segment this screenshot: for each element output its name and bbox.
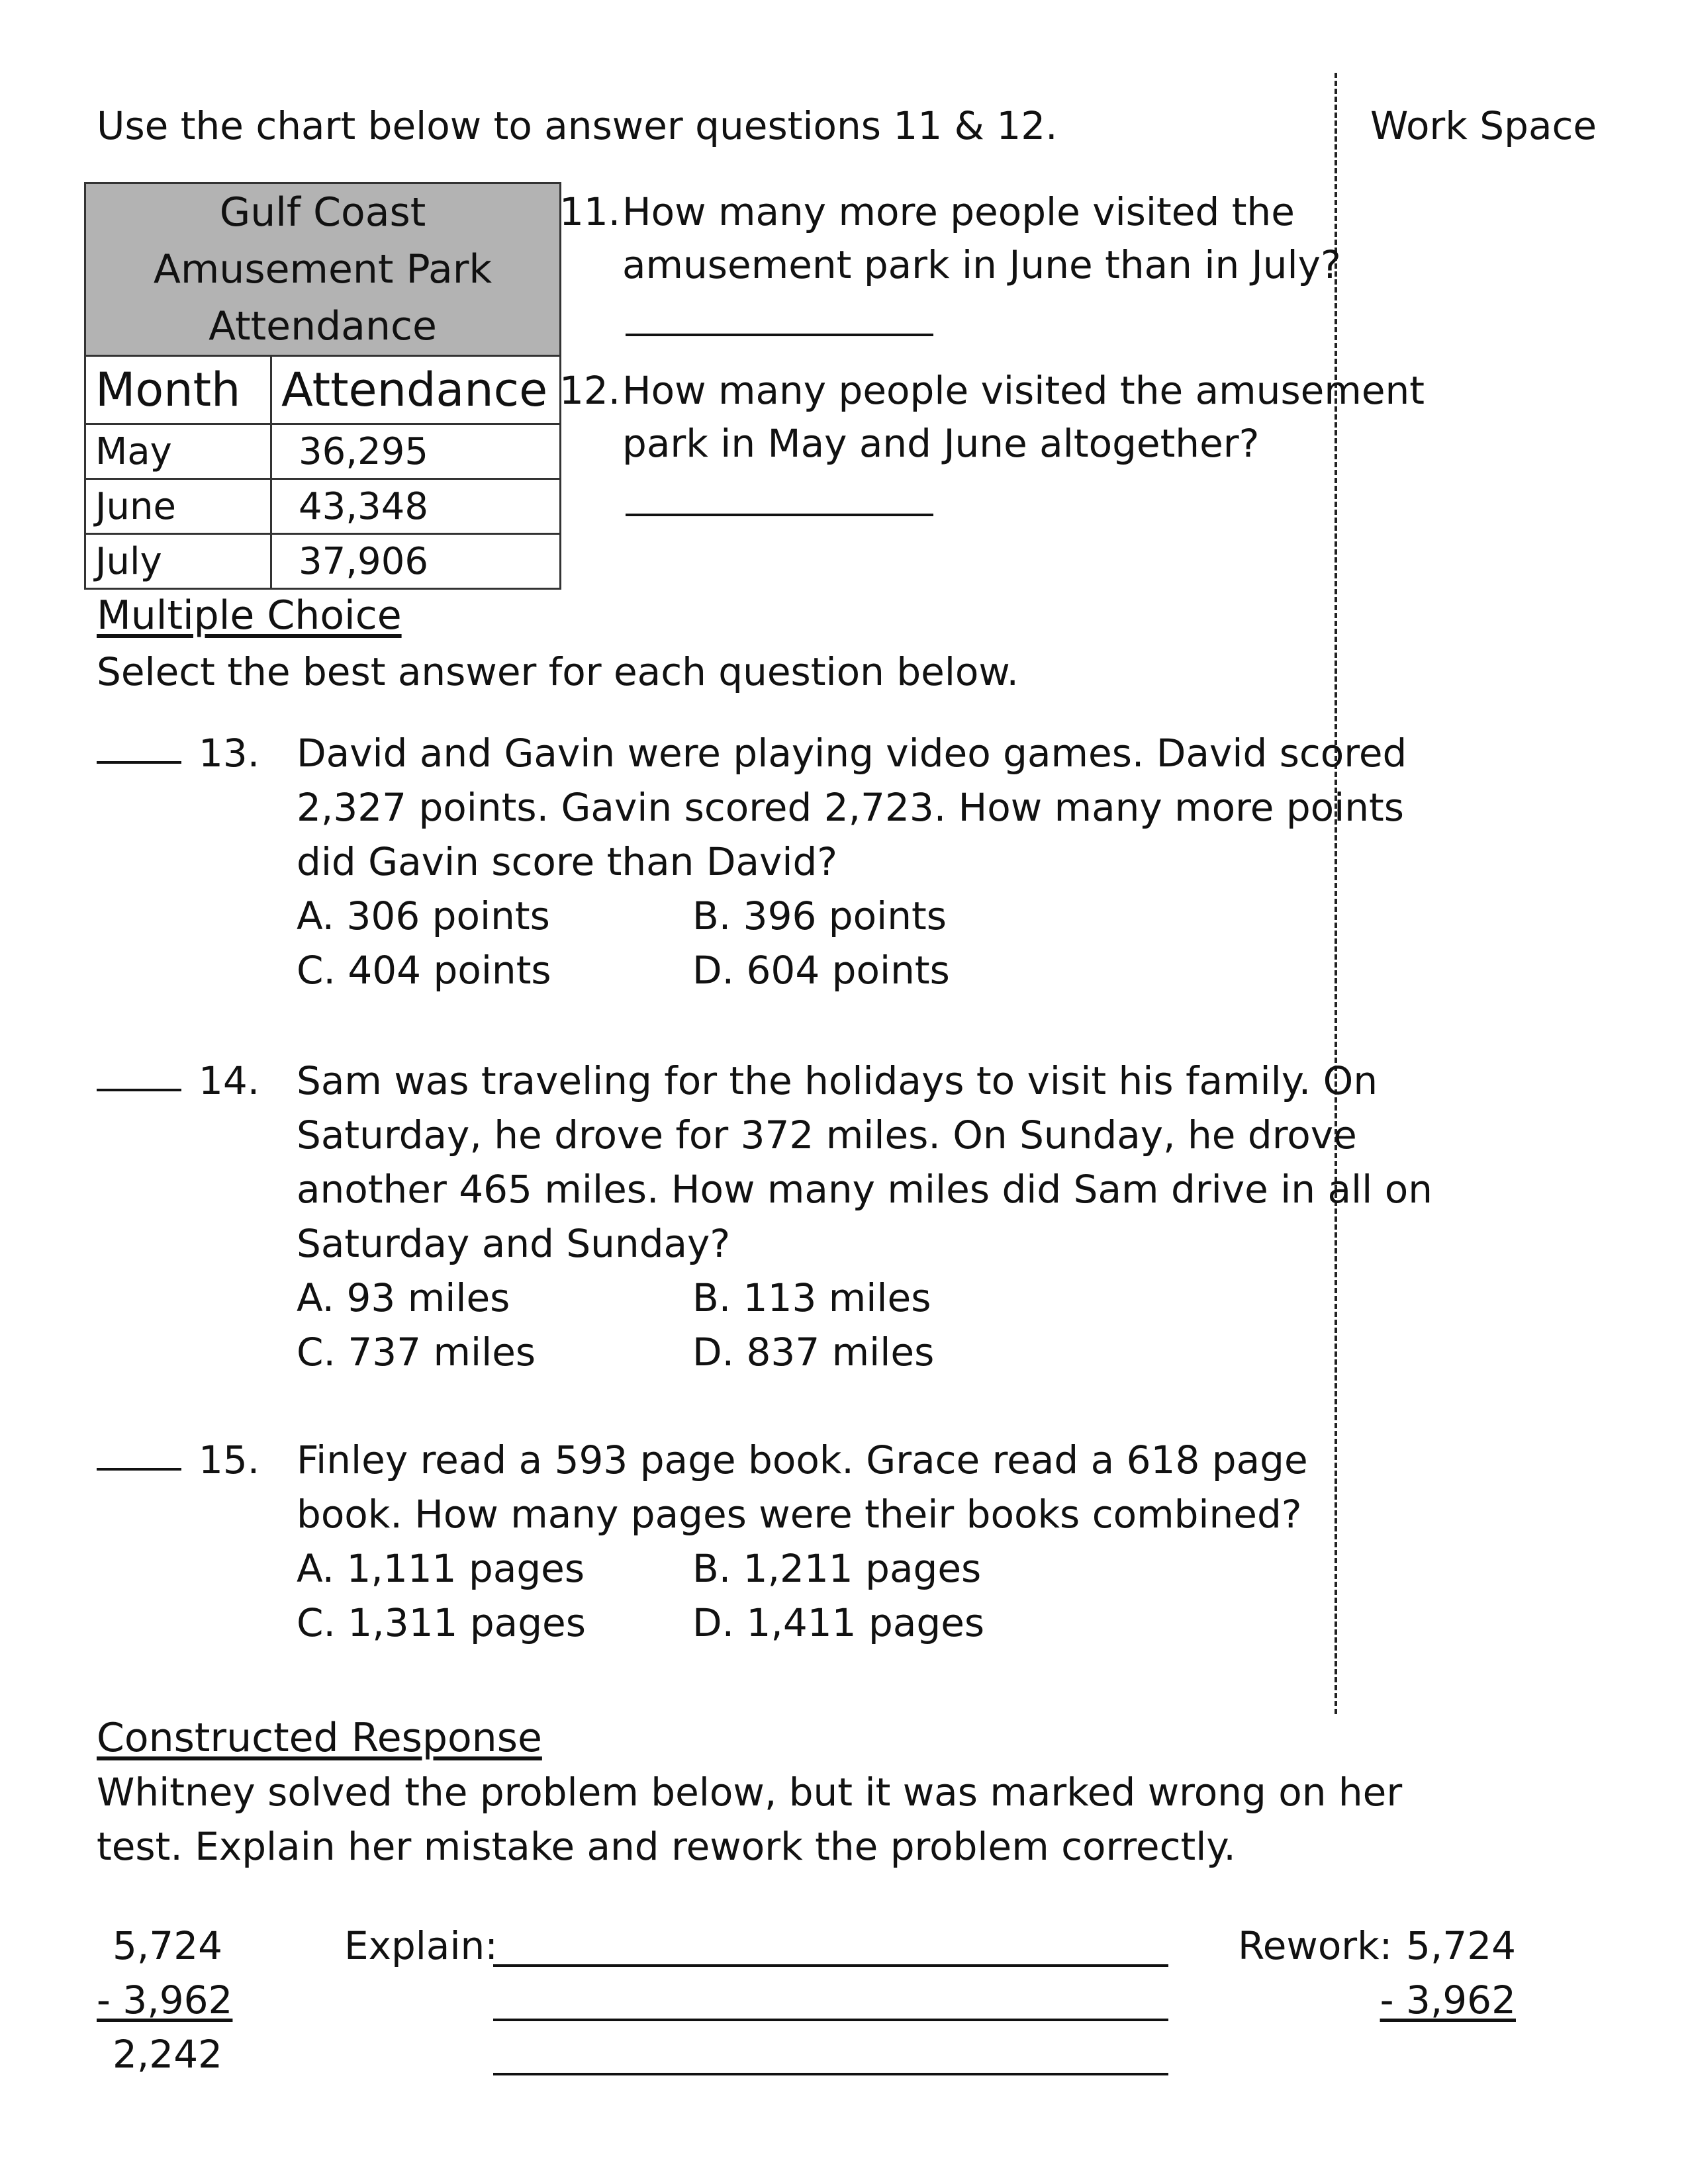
question-12-line-1: How many people visited the amusement xyxy=(622,368,1425,413)
constructed-response-heading: Constructed Response xyxy=(97,1715,542,1761)
multiple-choice-instruction: Select the best answer for each question below. xyxy=(97,649,1019,694)
question-11-line-2: amusement park in June than in July? xyxy=(622,242,1341,287)
table-cell-attendance: 43,348 xyxy=(271,479,561,534)
question-14-choice-a[interactable]: A. 93 miles xyxy=(297,1275,510,1320)
question-15-number: 15. xyxy=(199,1437,260,1482)
table-row xyxy=(85,424,561,479)
question-15-choice-a[interactable]: A. 1,111 pages xyxy=(297,1546,585,1591)
question-14-number: 14. xyxy=(199,1058,260,1103)
question-13-choice-d[interactable]: D. 604 points xyxy=(692,948,950,993)
question-15-line-1: Finley read a 593 page book. Grace read a 618 page xyxy=(297,1437,1308,1482)
problem-bottom-number: - 3,962 xyxy=(97,1978,233,2023)
rework-top-number: 5,724 xyxy=(1405,1923,1516,1968)
question-14-line-1: Sam was traveling for the holidays to visit his family. On xyxy=(297,1058,1378,1103)
question-11-number: 11. xyxy=(559,189,621,234)
question-14-answer-blank[interactable] xyxy=(97,1089,181,1091)
rework-bottom-number: - 3,962 xyxy=(1380,1978,1516,2023)
question-12-line-2: park in May and June altogether? xyxy=(622,421,1260,466)
question-14-line-3: another 465 miles. How many miles did Sam drive in all on xyxy=(297,1167,1432,1212)
question-14-line-2: Saturday, he drove for 372 miles. On Sunday, he drove xyxy=(297,1113,1357,1158)
instructions-text: Use the chart below to answer questions 11 & 12. xyxy=(97,103,1058,148)
question-15-choice-d[interactable]: D. 1,411 pages xyxy=(692,1600,985,1645)
constructed-response-line-2: test. Explain her mistake and rework the problem correctly. xyxy=(97,1824,1236,1869)
question-12-number: 12. xyxy=(559,368,621,413)
question-13-choice-a[interactable]: A. 306 points xyxy=(297,893,550,938)
explain-line-1[interactable] xyxy=(493,1964,1168,1967)
question-11-answer-line[interactable] xyxy=(626,334,933,336)
question-13-answer-blank[interactable] xyxy=(97,761,181,764)
question-14-choice-d[interactable]: D. 837 miles xyxy=(692,1330,935,1375)
question-14-choice-c[interactable]: C. 737 miles xyxy=(297,1330,536,1375)
question-13-line-1: David and Gavin were playing video games. David scored xyxy=(297,731,1407,776)
question-14-line-4: Saturday and Sunday? xyxy=(297,1221,731,1266)
question-15-choice-c[interactable]: C. 1,311 pages xyxy=(297,1600,586,1645)
question-14-choice-b[interactable]: B. 113 miles xyxy=(692,1275,931,1320)
table-row xyxy=(85,534,561,589)
table-header-attendance: Attendance xyxy=(271,356,561,424)
work-space-label: Work Space xyxy=(1370,103,1597,148)
table-cell-month: July xyxy=(85,534,271,589)
question-15-choice-b[interactable]: B. 1,211 pages xyxy=(692,1546,982,1591)
question-15-answer-blank[interactable] xyxy=(97,1468,181,1471)
work-space-divider xyxy=(1335,73,1337,1714)
question-13-line-3: did Gavin score than David? xyxy=(297,839,838,884)
table-header-month: Month xyxy=(85,356,271,424)
table-cell-month: May xyxy=(85,424,271,479)
question-13-line-2: 2,327 points. Gavin scored 2,723. How many more points xyxy=(297,785,1404,830)
multiple-choice-heading: Multiple Choice xyxy=(97,592,402,639)
rework-label: Rework: xyxy=(1238,1923,1393,1968)
question-15-line-2: book. How many pages were their books combined? xyxy=(297,1492,1302,1537)
question-11-line-1: How many more people visited the xyxy=(622,189,1295,234)
table-cell-attendance: 37,906 xyxy=(271,534,561,589)
table-cell-month: June xyxy=(85,479,271,534)
problem-top-number: 5,724 xyxy=(112,1923,222,1968)
explain-line-3[interactable] xyxy=(493,2073,1168,2075)
explain-line-2[interactable] xyxy=(493,2019,1168,2021)
attendance-table xyxy=(84,182,561,590)
table-row xyxy=(85,479,561,534)
problem-result: 2,242 xyxy=(112,2032,222,2077)
table-cell-attendance: 36,295 xyxy=(271,424,561,479)
question-13-number: 13. xyxy=(199,731,260,776)
question-12-answer-line[interactable] xyxy=(626,514,933,516)
table-title: Gulf Coast Amusement Park Attendance xyxy=(85,183,561,356)
question-13-choice-b[interactable]: B. 396 points xyxy=(692,893,947,938)
question-13-choice-c[interactable]: C. 404 points xyxy=(297,948,551,993)
explain-label: Explain: xyxy=(344,1923,498,1968)
constructed-response-line-1: Whitney solved the problem below, but it was marked wrong on her xyxy=(97,1770,1403,1815)
